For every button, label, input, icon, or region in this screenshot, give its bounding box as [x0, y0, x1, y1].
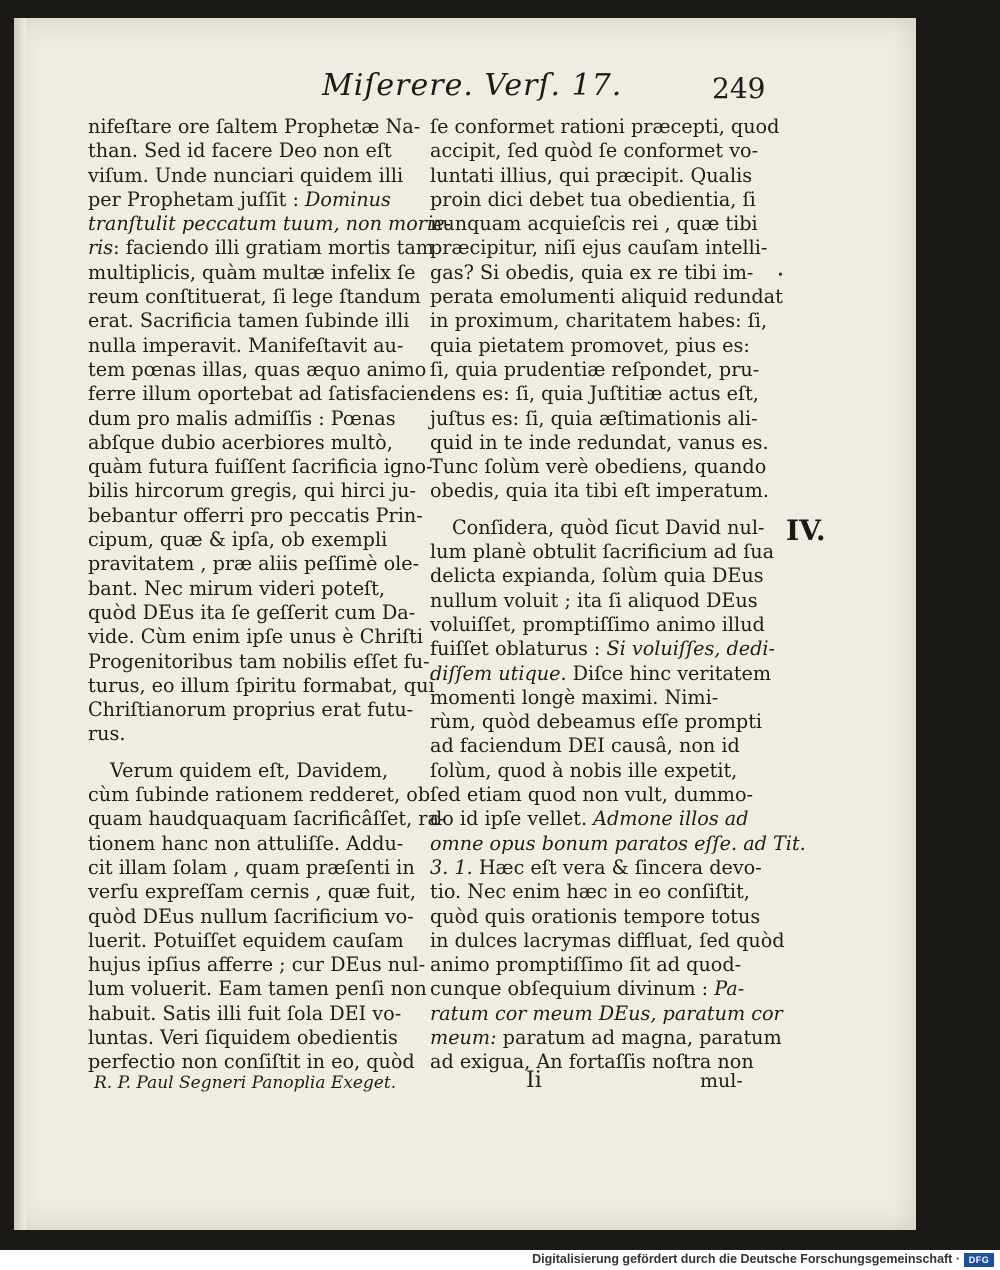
text-segment: turus, eo illum ſpiritu formabat, qui: [88, 673, 435, 697]
text-segment: ſolùm, quod à nobis ille expetit,: [430, 758, 738, 782]
text-segment: cit illam ſolam , quam præſenti in: [88, 855, 415, 879]
page-gutter: [14, 18, 26, 1230]
text-line: [430, 953, 766, 977]
text-line: [430, 516, 766, 540]
margin-dot: •: [778, 268, 783, 283]
text-line: [430, 285, 783, 309]
text-segment: delicta expianda, ſolùm quia DEus: [430, 564, 764, 588]
text-segment: : faciendo illi gratiam mortis tam: [113, 236, 434, 260]
text-line: [88, 479, 424, 503]
text-segment: bant. Nec mirum videri poteſt,: [88, 576, 385, 600]
text-segment: tem pœnas illas, quas æquo animo: [88, 357, 427, 381]
text-segment: Admone illos ad: [593, 807, 749, 831]
text-segment: Tunc ſolùm verè obediens, quando: [430, 455, 767, 479]
text-segment: than. Sed id facere Deo non eſt: [88, 139, 392, 163]
text-line: [430, 115, 780, 139]
text-line: [430, 407, 766, 431]
text-line: [88, 905, 424, 929]
text-segment: viſum. Unde nunciari quidem illi: [88, 163, 404, 187]
text-line: [88, 698, 424, 722]
text-line: [88, 115, 424, 139]
text-segment: 3. 1.: [430, 855, 473, 879]
text-line: [88, 212, 451, 236]
text-line: [88, 577, 424, 601]
text-segment: accipit, ſed quòd ſe conformet vo-: [430, 139, 759, 163]
text-segment: per Prophetam juſſit :: [88, 187, 306, 211]
paragraph-gap: [88, 747, 424, 759]
text-line: [88, 601, 424, 625]
text-line: [430, 783, 766, 807]
text-line: [88, 334, 424, 358]
text-line: [88, 953, 424, 977]
text-line: [88, 455, 433, 479]
text-segment: Verum quidem eſt, Davidem,: [110, 758, 389, 782]
text-line: [88, 309, 424, 333]
text-segment: tio. Nec enim hæc in eo conſiſtit,: [430, 880, 750, 904]
text-line: [430, 734, 766, 758]
text-line: [88, 285, 424, 309]
text-segment: in dulces lacrymas diffluat, ſed quòd: [430, 928, 785, 952]
right-text-column: [430, 115, 806, 1075]
text-line: [430, 880, 766, 904]
text-segment: luntati illius, qui præcipit. Qualis: [430, 163, 753, 187]
text-line: [430, 479, 769, 503]
running-head: Miſerere. Verſ. 17.: [322, 68, 623, 103]
text-line: [88, 673, 435, 698]
text-line: [430, 430, 769, 455]
text-segment: luerit. Potuiſſet equidem cauſam: [88, 928, 404, 952]
text-segment: erat. Sacrificia tamen ſubinde illi: [88, 309, 410, 333]
text-segment: bilis hircorum gregis, qui hirci ju-: [88, 479, 417, 503]
text-segment: fuiſſet oblaturus :: [430, 637, 607, 661]
text-line: [430, 831, 806, 856]
text-line: [88, 880, 424, 904]
text-segment: ferre illum oportebat ad ſatisfacien-: [88, 382, 437, 406]
text-segment: Chriſtianorum proprius erat futu-: [88, 698, 414, 722]
text-line: [88, 188, 424, 212]
text-line: [88, 139, 424, 163]
text-segment: meum:: [430, 1025, 497, 1049]
text-line: [430, 334, 766, 358]
text-line: [88, 357, 427, 382]
source-note: R. P. Paul Segneri Panoplia Exeget.: [94, 1073, 397, 1093]
text-segment: hujus ipſius afferre ; cur DEus nul-: [88, 953, 426, 977]
section-number: IV.: [786, 514, 826, 547]
text-line: [430, 686, 766, 710]
text-line: [88, 929, 424, 953]
text-segment: obedis, quia ita tibi eſt imperatum.: [430, 479, 769, 503]
text-line: [430, 589, 766, 613]
text-line: [88, 1050, 424, 1074]
text-segment: præcipitur, niſi ejus cauſam intelli-: [430, 236, 768, 260]
text-segment: omne opus bonum paratos eſſe. ad Tit.: [430, 831, 806, 855]
text-line: [88, 407, 424, 431]
text-line: [88, 552, 424, 576]
text-segment: reum conſtituerat, ſi lege ſtandum: [88, 285, 421, 309]
text-segment: Conſidera, quòd ſicut David nul-: [452, 515, 765, 539]
text-segment: cunque obſequium divinum :: [430, 977, 715, 1001]
text-segment: Progenitoribus tam nobilis eſſet fu-: [88, 649, 430, 673]
text-line: [430, 164, 766, 188]
text-line: [430, 236, 766, 260]
text-segment: Hæc eſt vera & ſincera devo-: [472, 855, 762, 879]
paragraph-gap: [430, 504, 766, 516]
text-segment: ad faciendum DEI causâ, non id: [430, 734, 740, 758]
text-segment: ratum cor meum DEus, paratum cor: [430, 1001, 783, 1025]
text-segment: paratum ad magna, paratum: [496, 1025, 782, 1049]
text-segment: abſque dubio acerbiores multò,: [88, 430, 393, 454]
text-segment: quam haudquaquam ſacrificâſſet, ra-: [88, 807, 446, 831]
text-segment: cùm ſubinde rationem redderet, ob: [88, 783, 431, 807]
text-line: [430, 977, 766, 1001]
text-line: [430, 759, 766, 783]
text-segment: quòd DEus ita ſe geſſerit cum Da-: [88, 600, 416, 624]
text-segment: lum planè obtulit ſacrificium ad ſua: [430, 540, 775, 564]
text-line: [430, 1001, 783, 1026]
text-segment: perfectio non conſiſtit in eo, quòd: [88, 1050, 415, 1074]
text-segment: Dominus: [305, 187, 391, 211]
text-segment: rus.: [88, 722, 126, 746]
text-segment: bebantur offerri pro peccatis Prin-: [88, 503, 423, 527]
text-line: [430, 807, 766, 831]
text-segment: lum voluerit. Eam tamen penſi non: [88, 977, 427, 1001]
text-line: [88, 625, 424, 649]
text-line: [430, 856, 766, 880]
text-line: [88, 649, 430, 674]
text-segment: ſi, quia prudentiæ reſpondet, pru-: [430, 357, 760, 381]
text-segment: proin dici debet tua obedientia, ſi: [430, 187, 756, 211]
text-line: [88, 236, 434, 260]
text-line: [430, 139, 766, 163]
text-line: [430, 358, 766, 382]
text-segment: in proximum, charitatem habes: ſi,: [430, 309, 768, 333]
left-text-column: [88, 115, 451, 1075]
text-line: [430, 637, 776, 661]
text-line: [88, 1002, 424, 1026]
text-segment: multiplicis, quàm multæ infelix ſe: [88, 260, 416, 284]
text-segment: tionem hanc non attuliſſe. Addu-: [88, 831, 404, 855]
text-segment: do id ipſe vellet.: [430, 807, 594, 831]
text-segment: quòd DEus nullum ſacrificium vo-: [88, 904, 414, 928]
text-segment: ad exigua, An fortaſſis noſtra non: [430, 1050, 754, 1074]
text-segment: vide. Cùm enim ipſe unus è Chriſti: [88, 625, 424, 649]
text-line: [88, 832, 424, 856]
catchword: mul-: [700, 1070, 743, 1092]
text-segment: juſtus es: ſi, quia æſtimationis ali-: [430, 406, 758, 430]
text-line: [430, 710, 766, 734]
text-line: [88, 504, 424, 528]
text-line: [430, 661, 772, 686]
text-line: [430, 212, 766, 236]
text-line: [88, 431, 424, 455]
text-segment: diſſem utique.: [430, 661, 567, 685]
text-segment: ſe conformet rationi præcepti, quod: [430, 115, 780, 138]
text-line: [430, 261, 766, 285]
text-line: [88, 1026, 424, 1050]
text-line: [430, 188, 766, 212]
text-segment: ris: [88, 236, 114, 260]
text-segment: nunquam acquieſcis rei , quæ tibi: [430, 212, 758, 236]
text-segment: tranſtulit peccatum tuum, non morie-: [88, 212, 451, 236]
text-segment: luntas. Veri ſiquidem obedientis: [88, 1025, 398, 1049]
text-line: [88, 977, 427, 1001]
text-segment: momenti longè maximi. Nimi-: [430, 685, 719, 709]
text-line: [430, 309, 766, 333]
credit-text: Digitalisierung gefördert durch die Deutsche Forschungsgemeinschaft ·: [532, 1252, 960, 1266]
text-line: [430, 540, 775, 564]
text-segment: animo promptiſſimo ſit ad quod-: [430, 953, 742, 977]
text-line: [430, 613, 766, 637]
text-segment: quid in te inde redundat, vanus es.: [430, 430, 769, 454]
signature-mark: Ii: [526, 1068, 542, 1093]
text-line: [88, 528, 424, 552]
text-segment: quia pietatem promovet, pius es:: [430, 333, 750, 357]
text-line: [430, 455, 766, 479]
text-segment: Pa-: [714, 977, 745, 1001]
text-segment: nulla imperavit. Manifeſtavit au-: [88, 333, 404, 357]
text-line: [430, 382, 766, 406]
text-segment: gas? Si obedis, quia ex re tibi im-: [430, 260, 754, 284]
text-segment: Si voluiſſes, dedi-: [606, 637, 776, 661]
text-line: [430, 905, 766, 929]
text-segment: dum pro malis admiſſis : Pœnas: [88, 406, 396, 430]
text-segment: quòd quis orationis tempore totus: [430, 904, 761, 928]
text-segment: nullum voluit ; ita ſi aliquod DEus: [430, 588, 758, 612]
text-segment: perata emolumenti aliquid redundat: [430, 285, 783, 309]
text-line: [430, 928, 785, 953]
text-line: [88, 382, 437, 406]
text-segment: dens es: ſi, quia Juſtitiæ actus eſt,: [430, 382, 759, 406]
text-line: [430, 1025, 782, 1050]
text-line: [88, 759, 424, 783]
text-segment: voluiſſet, promptiſſimo animo illud: [430, 612, 765, 636]
text-segment: cipum, quæ & ipſa, ob exempli: [88, 528, 388, 552]
text-segment: ſed etiam quod non vult, dummo-: [430, 783, 754, 807]
text-line: [88, 783, 431, 807]
text-line: [88, 856, 424, 880]
text-segment: rùm, quòd debeamus eſſe prompti: [430, 710, 763, 734]
text-line: [88, 722, 424, 746]
text-segment: habuit. Satis illi fuit ſola DEI vo-: [88, 1001, 402, 1025]
text-segment: Diſce hinc veritatem: [566, 661, 772, 685]
text-line: [88, 164, 424, 188]
text-segment: nifeſtare ore ſaltem Prophetæ Na-: [88, 115, 421, 138]
text-line: [430, 564, 766, 588]
text-segment: quàm futura fuiſſent ſacrificia igno-: [88, 455, 433, 479]
text-segment: verſu expreſſam cernis , quæ fuit,: [88, 880, 416, 904]
text-segment: pravitatem , præ aliis peſſimè ole-: [88, 552, 420, 576]
text-line: [88, 261, 424, 285]
page-number: 249: [712, 72, 766, 105]
dfg-logo[interactable]: DFG: [964, 1253, 994, 1267]
text-line: [88, 807, 446, 831]
